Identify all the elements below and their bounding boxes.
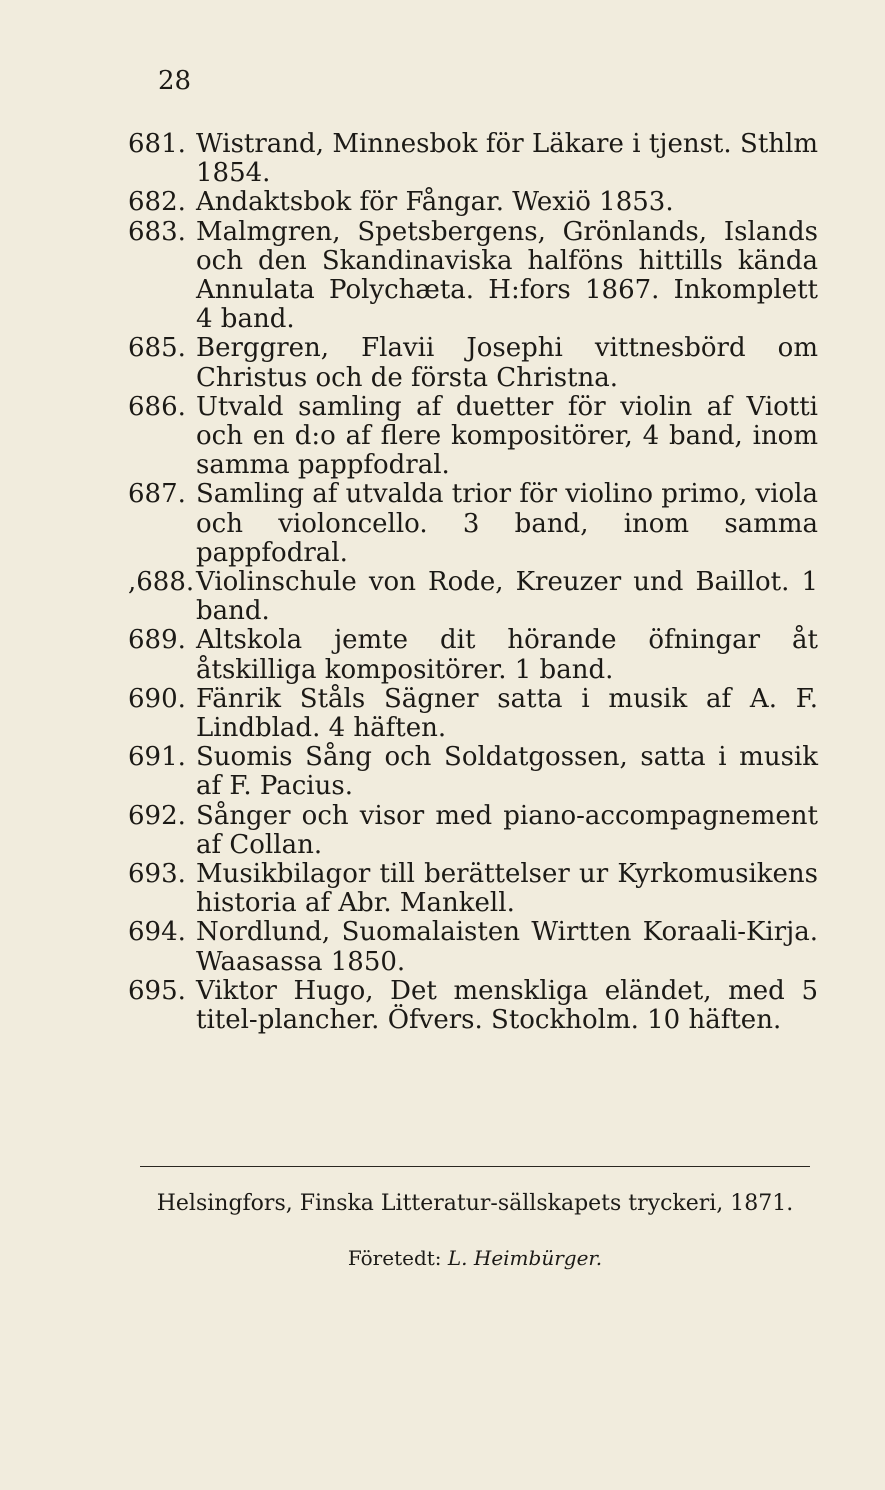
- entry-number: 692.: [128, 800, 186, 831]
- catalogue-entry: [128, 334, 818, 392]
- catalogue-entry: [128, 130, 818, 188]
- entry-text: Violinschule von Rode, Kreuzer und Baillot. 1 band.: [196, 567, 818, 627]
- catalogue-entry: [128, 802, 818, 860]
- horizontal-rule: [140, 1166, 810, 1167]
- entry-text: Musikbilagor till berättelser ur Kyrkomusikens historia af Abr. Mankell.: [196, 859, 818, 919]
- catalogue-entry: [128, 626, 818, 684]
- printer-label: Företedt:: [347, 1246, 442, 1270]
- entry-text: Samling af utvalda trior för violino primo, viola och violoncello. 3 band, inom samma pappfodral.: [196, 479, 818, 568]
- catalogue-entry: [128, 977, 818, 1035]
- entry-text: Nordlund, Suomalaisten Wirtten Koraali-Kirja. Waasassa 1850.: [196, 917, 818, 977]
- catalogue-entry: [128, 685, 818, 743]
- catalogue-entry: [128, 743, 818, 801]
- page-number: 28: [158, 66, 192, 96]
- catalogue-entry: [128, 480, 818, 568]
- printer-line: [140, 1245, 810, 1271]
- catalogue-entry: [128, 918, 818, 976]
- printer-name: L. Heimbürger.: [447, 1246, 603, 1270]
- entry-number: 685.: [128, 333, 186, 364]
- catalogue-entry: [128, 218, 818, 335]
- entry-text: Viktor Hugo, Det menskliga eländet, med 5 titel-plancher. Öfvers. Stockholm. 10 häften.: [196, 975, 818, 1036]
- catalogue-entry: [128, 568, 818, 626]
- entry-number: 686.: [128, 391, 186, 422]
- entry-text: Berggren, Flavii Josephi vittnesbörd om Christus och de första Christna.: [196, 333, 818, 393]
- entry-text: Andaktsbok för Fångar. Wexiö 1853.: [196, 187, 674, 218]
- entry-number: 682.: [128, 187, 186, 218]
- entry-number: 687.: [128, 479, 186, 510]
- imprint-line: Helsingfors, Finska Litteratur-sällskapets tryckeri, 1871.: [156, 1191, 794, 1216]
- entry-text: Suomis Sång och Soldatgossen, satta i musik af F. Pacius.: [196, 742, 818, 802]
- entry-text: Sånger och visor med piano-accompagnement af Collan.: [196, 800, 818, 860]
- entry-number: 691.: [128, 742, 186, 773]
- catalogue-entry: [128, 188, 818, 217]
- entry-text: Wistrand, Minnesbok för Läkare i tjenst. Sthlm 1854.: [196, 129, 818, 189]
- entry-number: 695.: [128, 975, 186, 1006]
- entry-number: ,688.: [128, 567, 195, 598]
- catalogue-entry: [128, 860, 818, 918]
- entry-number: 689.: [128, 625, 186, 656]
- entry-text: Utvald samling af duetter för violin af Viotti och en d:o af flere kompositörer, 4 band, inom samma pappfodral.: [196, 391, 818, 481]
- entry-number: 681.: [128, 129, 186, 159]
- entry-text: Fänrik Ståls Sägner satta i musik af A. F. Lindblad. 4 häften.: [196, 683, 818, 744]
- entry-text: Altskola jemte dit hörande öfningar åt åtskilliga kompositörer. 1 band.: [196, 625, 818, 685]
- entry-number: 690.: [128, 683, 186, 714]
- catalogue-entry-list: [128, 130, 818, 1035]
- entry-number: 694.: [128, 917, 186, 948]
- entry-number: 693.: [128, 859, 186, 890]
- entry-number: 683.: [128, 216, 186, 247]
- catalogue-entry: [128, 393, 818, 481]
- entry-text: Malmgren, Spetsbergens, Grönlands, Islands och den Skandinaviska halföns hittills kända Annulata Polychæta. H:fors 1867. Inkomplett 4 band.: [196, 216, 818, 335]
